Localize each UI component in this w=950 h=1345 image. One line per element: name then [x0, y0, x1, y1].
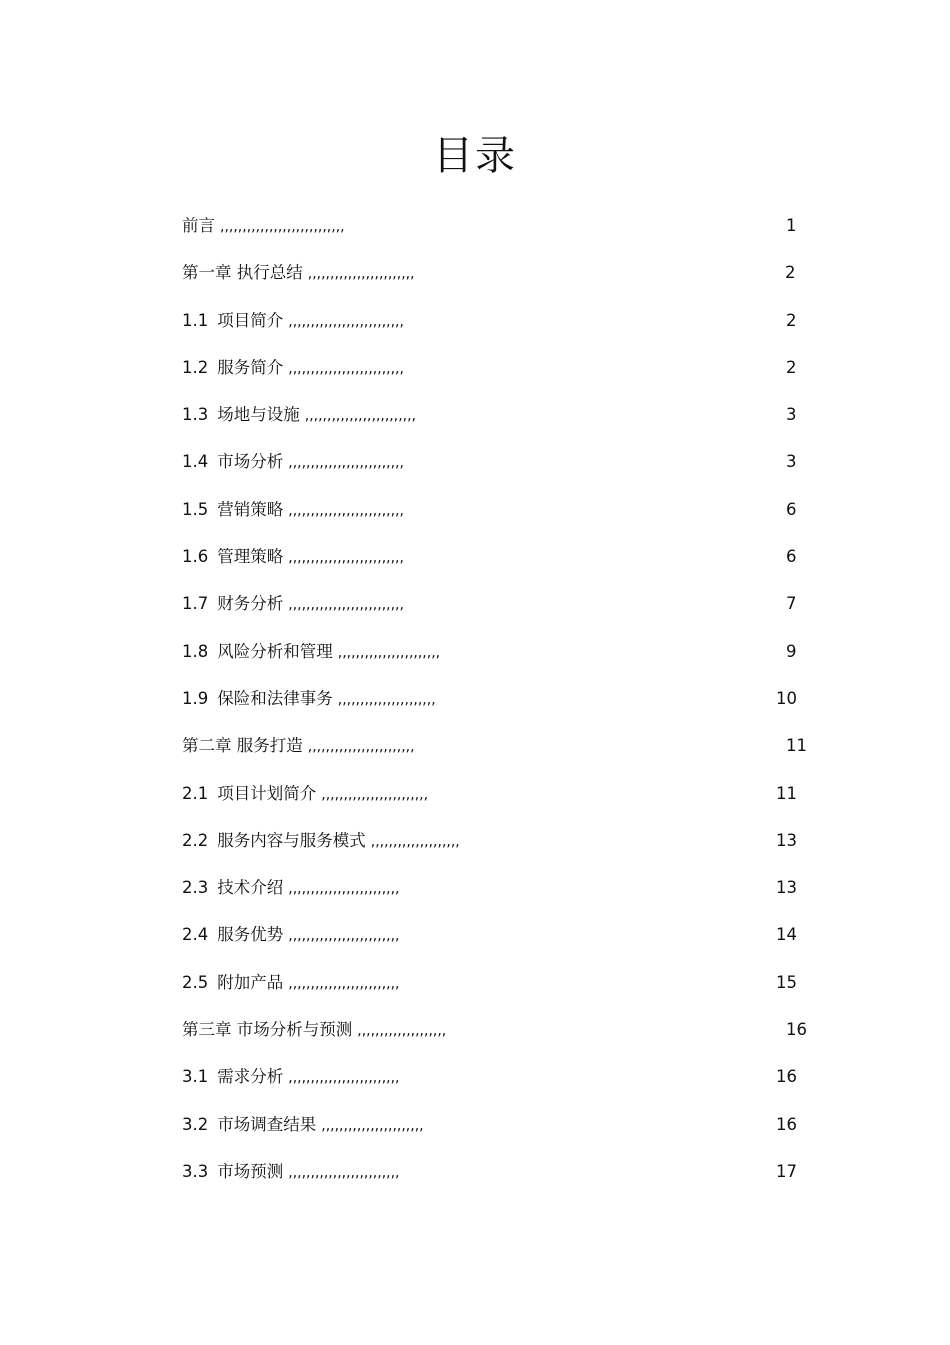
toc-entry[interactable] — [182, 253, 822, 300]
toc-page-number: 7 — [786, 594, 797, 614]
toc-page-number: 10 — [776, 688, 797, 708]
toc-entry-label: 服务优势 — [217, 925, 284, 945]
toc-leader-dots: ,,,,,,,,,,,,,,,,,,,,,,,, — [307, 266, 415, 283]
toc-leader-dots: ,,,,,,,,,,,,,,,,,,,,,,,,,, — [288, 313, 404, 330]
toc-leader-dots: ,,,,,,,,,,,,,,,,,,,,,,,,, — [288, 1070, 400, 1087]
toc-entry[interactable] — [182, 348, 822, 395]
toc-leader-dots: ,,,,,,,,,,,,,,,,,,,,,,,, — [307, 739, 415, 756]
toc-page-number: 9 — [786, 641, 797, 661]
toc-page-number: 2 — [786, 357, 797, 377]
toc-entry-label: 第一章 执行总结 — [182, 263, 303, 283]
toc-entry-label: 市场调查结果 — [217, 1114, 317, 1134]
toc-entry-label: 需求分析 — [217, 1067, 284, 1087]
toc-entry[interactable] — [182, 774, 822, 821]
toc-entry[interactable] — [182, 679, 822, 726]
toc-leader-dots: ,,,,,,,,,,,,,,,,,,,,,,,,,,,, — [220, 219, 345, 235]
page-title: 目录 — [433, 133, 517, 179]
toc-entry-number: 2.5 — [182, 972, 209, 992]
toc-entry[interactable] — [182, 395, 822, 442]
toc-entry-number: 2.3 — [182, 878, 209, 898]
table-of-contents — [182, 206, 822, 1199]
toc-entry-number: 2.4 — [182, 925, 209, 945]
toc-entry-number: 1.7 — [182, 594, 209, 614]
toc-page-number: 1 — [786, 216, 797, 235]
toc-leader-dots: ,,,,,,,,,,,,,,,,,,,, — [370, 833, 460, 850]
toc-entry-title — [182, 679, 436, 720]
toc-leader-dots: ,,,,,,,,,,,,,,,,,,,,,,,,,, — [288, 455, 404, 472]
toc-page-number: 3 — [786, 405, 797, 425]
toc-entry-label: 保险和法律事务 — [217, 688, 333, 708]
toc-page-number: 16 — [776, 1067, 797, 1087]
toc-entry[interactable] — [182, 584, 822, 631]
toc-entry-number: 1.5 — [182, 499, 209, 519]
toc-entry-number: 1.6 — [182, 547, 209, 567]
toc-entry[interactable] — [182, 726, 822, 773]
toc-leader-dots: ,,,,,,,,,,,,,,,,,,,,,,,,,, — [288, 360, 404, 377]
toc-entry[interactable] — [182, 490, 822, 537]
toc-entry-label: 服务内容与服务模式 — [217, 830, 366, 850]
toc-entry-number: 2.1 — [182, 783, 209, 803]
toc-page-number: 2 — [785, 263, 796, 283]
toc-entry-title — [182, 1057, 400, 1098]
toc-entry-number: 2.2 — [182, 830, 209, 850]
toc-entry-title — [182, 821, 460, 862]
toc-entry-title — [182, 774, 428, 815]
toc-leader-dots: ,,,,,,,,,,,,,,,,,,,,,, — [337, 691, 436, 708]
toc-page-number: 11 — [786, 736, 807, 756]
toc-leader-dots: ,,,,,,,,,,,,,,,,,,,, — [357, 1023, 447, 1040]
toc-entry-title — [182, 963, 400, 1004]
toc-entry-title — [182, 915, 400, 956]
toc-entry-label: 前言 — [182, 216, 215, 235]
toc-page-number: 6 — [786, 547, 797, 567]
toc-entry-label: 技术介绍 — [217, 878, 284, 898]
toc-entry[interactable] — [182, 632, 822, 679]
toc-entry-number: 1.3 — [182, 405, 209, 425]
toc-entry[interactable] — [182, 1010, 822, 1057]
toc-leader-dots: ,,,,,,,,,,,,,,,,,,,,,,, — [337, 644, 441, 661]
toc-entry-label: 风险分析和管理 — [217, 641, 333, 661]
toc-page-number: 13 — [776, 830, 797, 850]
toc-entry-title — [182, 726, 415, 767]
toc-entry-number: 1.4 — [182, 452, 209, 472]
toc-leader-dots: ,,,,,,,,,,,,,,,,,,,,,,,, — [321, 786, 429, 803]
toc-page-number: 15 — [776, 972, 797, 992]
toc-page-number: 2 — [786, 310, 797, 330]
toc-entry-title — [182, 632, 440, 673]
toc-entry-label: 市场预测 — [217, 1161, 284, 1181]
toc-entry-title — [182, 395, 416, 436]
toc-entry[interactable] — [182, 1105, 822, 1152]
toc-entry-number: 3.2 — [182, 1114, 209, 1134]
toc-leader-dots: ,,,,,,,,,,,,,,,,,,,,,,, — [321, 1117, 424, 1134]
toc-entry-label: 营销策略 — [217, 499, 284, 519]
toc-leader-dots: ,,,,,,,,,,,,,,,,,,,,,,,,, — [304, 408, 417, 425]
toc-entry-title — [182, 348, 404, 389]
toc-entry-title — [182, 537, 404, 578]
toc-entry-label: 第二章 服务打造 — [182, 736, 303, 756]
toc-entry-label: 第三章 市场分析与预测 — [182, 1020, 353, 1040]
toc-entry[interactable] — [182, 963, 822, 1010]
toc-entry-title — [182, 442, 404, 483]
toc-entry[interactable] — [182, 442, 822, 489]
toc-leader-dots: ,,,,,,,,,,,,,,,,,,,,,,,,,, — [288, 502, 404, 519]
toc-entry[interactable] — [182, 868, 822, 915]
toc-entry-number: 3.1 — [182, 1067, 209, 1087]
toc-entry-title — [182, 490, 404, 531]
toc-entry[interactable] — [182, 537, 822, 584]
toc-entry-number: 1.1 — [182, 310, 209, 330]
toc-leader-dots: ,,,,,,,,,,,,,,,,,,,,,,,,, — [288, 881, 400, 898]
toc-leader-dots: ,,,,,,,,,,,,,,,,,,,,,,,,,, — [288, 597, 404, 614]
toc-entry[interactable] — [182, 301, 822, 348]
toc-leader-dots: ,,,,,,,,,,,,,,,,,,,,,,,,, — [288, 1164, 400, 1181]
toc-page-number: 16 — [786, 1020, 807, 1040]
toc-page-number: 17 — [776, 1161, 797, 1181]
toc-entry-label: 附加产品 — [217, 972, 284, 992]
toc-page-number: 3 — [786, 452, 797, 472]
toc-leader-dots: ,,,,,,,,,,,,,,,,,,,,,,,,,, — [288, 550, 404, 567]
toc-entry-number: 1.2 — [182, 357, 209, 377]
toc-entry-label: 财务分析 — [217, 594, 284, 614]
toc-entry-label: 管理策略 — [217, 547, 284, 567]
toc-entry-label: 项目计划简介 — [217, 783, 317, 803]
toc-entry-title — [182, 1010, 446, 1051]
toc-entry-label: 项目简介 — [217, 310, 284, 330]
toc-entry-title — [182, 253, 415, 294]
toc-entry-title — [182, 206, 345, 247]
toc-entry-number: 3.3 — [182, 1161, 209, 1181]
toc-entry[interactable] — [182, 1057, 822, 1104]
toc-leader-dots: ,,,,,,,,,,,,,,,,,,,,,,,,, — [288, 975, 400, 992]
toc-entry[interactable] — [182, 206, 822, 253]
toc-entry-number: 1.8 — [182, 641, 209, 661]
toc-page-number: 11 — [776, 783, 797, 803]
toc-entry-title — [182, 584, 404, 625]
toc-entry[interactable] — [182, 821, 822, 868]
toc-page-number: 13 — [776, 878, 797, 898]
toc-entry-title — [182, 1105, 424, 1146]
toc-page-number: 14 — [776, 925, 797, 945]
toc-entry-label: 服务简介 — [217, 357, 284, 377]
toc-entry-title — [182, 301, 404, 342]
toc-entry-number: 1.9 — [182, 688, 209, 708]
toc-entry[interactable] — [182, 915, 822, 962]
toc-entry-label: 场地与设施 — [217, 405, 300, 425]
toc-page-number: 16 — [776, 1114, 797, 1134]
toc-entry-title — [182, 868, 400, 909]
toc-entry-label: 市场分析 — [217, 452, 284, 472]
toc-entry[interactable] — [182, 1152, 822, 1199]
toc-page-number: 6 — [786, 499, 797, 519]
toc-entry-title — [182, 1152, 400, 1193]
toc-leader-dots: ,,,,,,,,,,,,,,,,,,,,,,,,, — [288, 928, 400, 945]
